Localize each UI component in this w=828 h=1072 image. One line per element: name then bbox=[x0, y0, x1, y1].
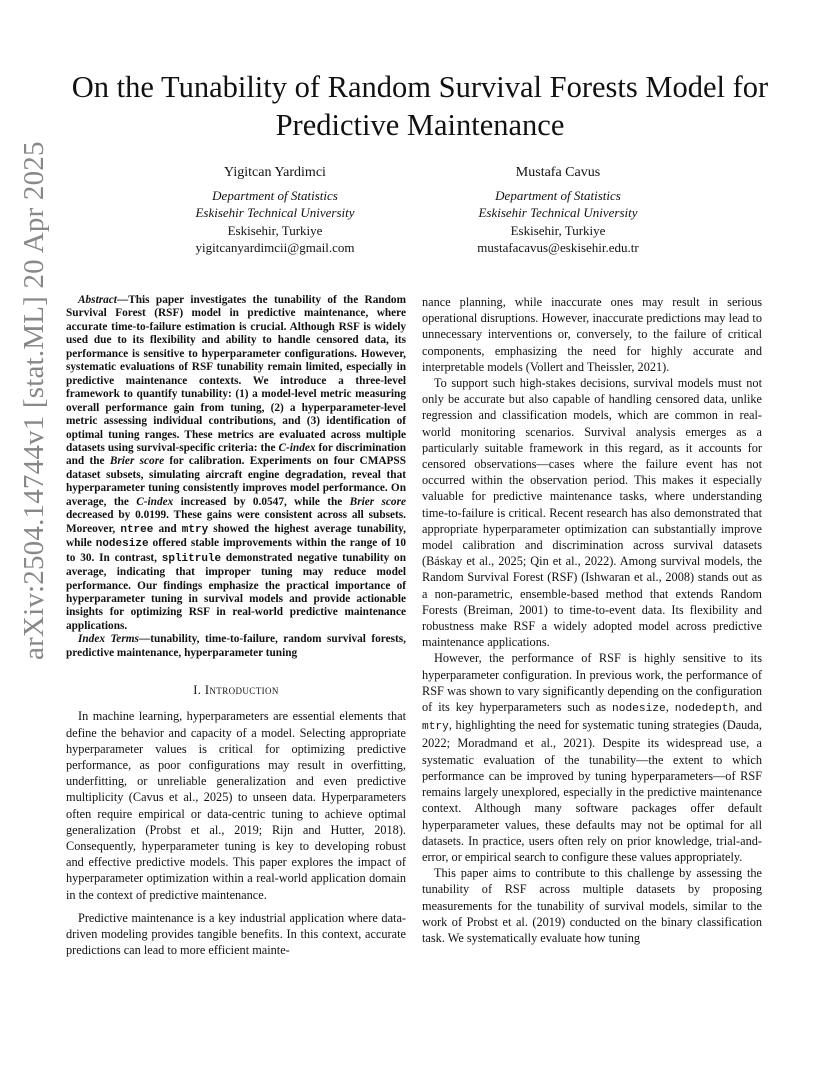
paragraph-text: , highlighting the need for systematic tuning strategies (Dauda, 2022; Moradmand et al., 2021). Despite its widespread use, a systematic evaluation of the tunability—the extent to which performance can be improved by tuning hyperparameters—of RSF remains largely unexplored, especially in the predictive maintenance context. Although many software packages offer default hyperparameter values, these defaults may not be optimal for all datasets. In practice, users often rely on prior knowledge, trial-and-error, or empirical search to configure these values appropriately. bbox=[422, 718, 762, 864]
code-term: nodesize bbox=[95, 538, 149, 551]
author-block-1 bbox=[125, 164, 425, 257]
author-university: Eskisehir Technical University bbox=[478, 205, 638, 220]
code-term: ntree bbox=[120, 523, 154, 536]
abstract-text: for discrimination and the bbox=[66, 441, 406, 468]
author-university: Eskisehir Technical University bbox=[195, 205, 355, 220]
abstract-term: C-index bbox=[136, 495, 174, 508]
paragraph: Predictive maintenance is a key industrial application where data-driven modeling provides tangible benefits. In this context, accurate predictions can lead to more efficient mainte- bbox=[66, 910, 406, 958]
paragraph bbox=[422, 650, 762, 865]
arxiv-identifier: arXiv:2504.14744v1 [stat.ML] 20 Apr 2025 bbox=[18, 141, 50, 660]
abstract-term: Brier score bbox=[109, 455, 165, 468]
paragraph: To support such high-stakes decisions, survival models must not only be accurate but also capable of handling censored data, unlike regression and classification models, which are common in real-world monitoring scenarios. Survival analysis emerges as a particularly suitable framework in this regard, as it accounts for censored observations—cases where the failure event has not occurred within the observation period. This makes it especially valuable for predictive maintenance tasks, where understanding time-to-failure is critical. Recent research has also demonstrated that appropriate hyperparameter optimization can substantially improve model calibration and discrimination across survival datasets (Báskay et al., 2025; Qin et al., 2022). Among survival models, the Random Survival Forest (RSF) (Ishwaran et al., 2008) stands out as a non-parametric, ensemble-based method that extends Random Forests (Breiman, 2001) to time-to-event data. Its flexibility and robustness make RSF a widely adopted model across predictive maintenance applications. bbox=[422, 376, 762, 650]
author-department: Department of Statistics bbox=[495, 187, 621, 203]
abstract-text: showed the highest average tunability, while bbox=[66, 522, 406, 550]
section-number: I. bbox=[193, 683, 205, 698]
paragraph: In machine learning, hyperparameters are essential elements that define the behavior and capacity of a model. Selecting appropriate hyperparameter values is critical for optimizing predictive performance, as poor configurations may result in overfitting, underfitting, or unreliable generalization and even predictive multiplicity (Cavus et al., 2025) to unseen data. Hyperparameters often require empirical or data-centric tuning to achieve optimal generalization (Probst et al., 2019; Rijn and Hutter, 2018). Consequently, hyperparameter tuning is key to developing robust and effective predictive models. This paper explores the impact of hyperparameter optimization within a real-world application domain in the context of predictive maintenance. bbox=[66, 709, 406, 902]
abstract-text: for calibration. Experiments on four CMAPSS dataset subsets, simulating aircraft engine degradation, reveal that hyperparameter tuning consistently improves model performance. On average, the bbox=[66, 455, 406, 508]
section-heading bbox=[66, 682, 406, 698]
paper-title: On the Tunability of Random Survival Forests Model for Predictive Maintenance bbox=[71, 70, 769, 142]
author-department: Department of Statistics bbox=[212, 187, 338, 203]
index-terms bbox=[66, 633, 406, 660]
index-terms-lead: Index Terms bbox=[78, 633, 139, 646]
code-term: splitrule bbox=[161, 552, 222, 565]
author-email: mustafacavus@eskisehir.edu.tr bbox=[477, 240, 639, 255]
abstract-term: Brier score bbox=[349, 495, 406, 508]
abstract-term: C-index bbox=[278, 441, 316, 454]
abstract-text: increased by 0.0547, while the bbox=[173, 495, 350, 508]
author-email: yigitcanyardimcii@gmail.com bbox=[195, 240, 355, 255]
abstract bbox=[66, 294, 406, 633]
abstract-lead: Abstract bbox=[78, 294, 117, 306]
author-city: Eskisehir, Turkiye bbox=[227, 222, 323, 238]
section-title: Introduction bbox=[204, 683, 279, 698]
abstract-text: —This paper investigates the tunability of the Random Survival Forest (RSF) model in predictive maintenance, where accurate time-to-failure estimation is crucial. Although RSF is widely used due to its flexibility and ability to handle censored data, its performance is sensitive to hyperparameter configurations. However, systematic evaluations of RSF tunability remain limited, especially in predictive maintenance contexts. We introduce a three-level framework to quantify tunability: (1) a model-level metric measuring overall performance gain from tuning, (2) a hyperparameter-level metric assessing individual contributions, and (3) identification of optimal tuning ranges. These metrics are evaluated across multiple datasets using survival-specific criteria: the bbox=[66, 294, 406, 454]
author-block-2 bbox=[408, 164, 708, 257]
paragraph: nance planning, while inaccurate ones may result in serious operational disruptions. However, inaccurate predictions may lead to unnecessary interventions or, conversely, to the failure of critical components, emphasizing the need for highly accurate and interpretable models (Vollert and Theissler, 2021). bbox=[422, 295, 762, 374]
abstract-text: demonstrated negative tunability on average, indicating that improper tuning may reduce model performance. Our findings emphasize the practical importance of hyperparameter tuning in survival models and provide actionable insights for optimizing RSF in real-world predictive maintenance applications. bbox=[66, 551, 406, 632]
abstract-text: decreased by 0.0199. These gains were consistent across all subsets. Moreover, bbox=[66, 509, 406, 535]
code-term: mtry bbox=[422, 721, 449, 734]
index-terms-text: —tunability, time-to-failure, random survival forests, predictive maintenance, hyperparameter tuning bbox=[66, 633, 406, 659]
code-term: nodedepth bbox=[674, 703, 736, 716]
right-column bbox=[422, 294, 762, 946]
left-column bbox=[66, 294, 406, 958]
paragraph-text: , bbox=[665, 700, 675, 715]
paragraph: This paper aims to contribute to this challenge by assessing the tunability of RSF across multiple datasets by proposing measurements for the tunability of survival models, similar to the work of Probst et al. (2019) conducted on the binary classification task. We systematically evaluate how tuning bbox=[422, 866, 762, 945]
paragraph-text: However, the performance of RSF is highly sensitive to its hyperparameter configuration. In previous work, the performance of RSF was shown to vary significantly depending on the configuration of its key hyperparameters such as bbox=[422, 651, 762, 715]
author-name: Mustafa Cavus bbox=[515, 165, 601, 180]
paragraph-text: , and bbox=[735, 700, 762, 715]
code-term: mtry bbox=[181, 523, 209, 536]
author-name: Yigitcan Yardimci bbox=[224, 165, 326, 180]
abstract-text: offered stable improvements within the range of 10 to 30. In contrast, bbox=[66, 537, 406, 564]
abstract-text: and bbox=[153, 522, 182, 535]
author-city: Eskisehir, Turkiye bbox=[510, 222, 606, 238]
code-term: nodesize bbox=[612, 703, 666, 716]
